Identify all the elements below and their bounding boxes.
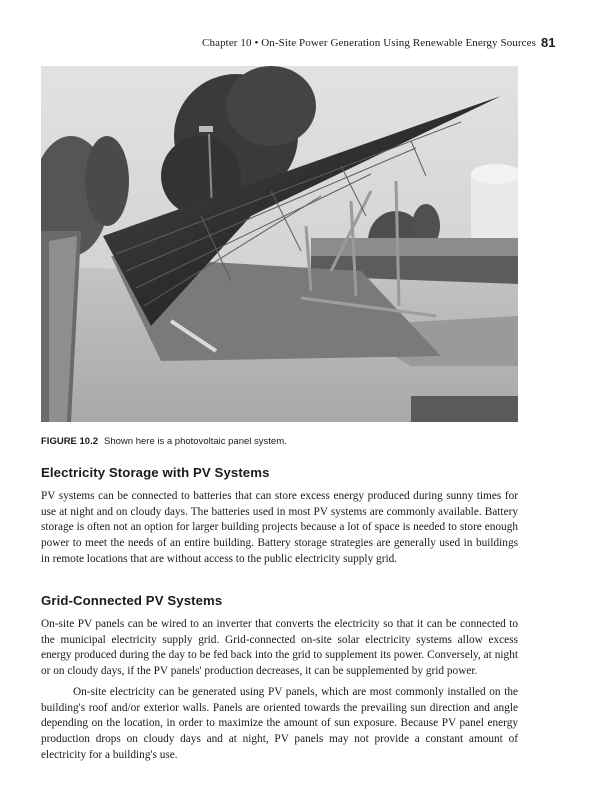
figure-caption-text: Shown here is a photovoltaic panel system. (104, 436, 287, 447)
paragraph: PV systems can be connected to batteries that can store excess energy produced during sunny times for use at night and on cloudy days. The batteries used in most PV systems are commonly available. Battery storage is often not an option for larger building projects because a lot of space is needed to store enough power to meet the needs of an entire building. Battery storage strategies are generally used in buildings in remote locations that are without access to the public electricity supply grid. (41, 490, 518, 565)
paragraph: On-site electricity can be generated using PV panels, which are most commonly installed on the building's roof and/or exterior walls. Panels are oriented towards the prevailing sun direction and angle depending on the location, in order to maximize the amount of sun exposure. Because PV panel energy production drops on cloudy days and at night, PV panels may not provide a constant amount of electricity for a building's use. (41, 686, 518, 761)
figure-caption (41, 436, 518, 447)
section-heading-grid: Grid-Connected PV Systems (41, 593, 223, 608)
figure-label: FIGURE 10.2 (41, 436, 99, 447)
figure-photo (41, 66, 518, 422)
section-heading-storage: Electricity Storage with PV Systems (41, 465, 270, 480)
page-number: 81 (541, 35, 556, 50)
paragraph: On-site PV panels can be wired to an inverter that converts the electricity so that it can be connected to the municipal electricity supply grid. Grid-connected on-site solar electricity systems allow excess energy produced during the day to be fed back into the grid to supplement its power. Conversely, at night or on cloudy days, if the PV panels' production decreases, it can be supplemented by grid power. (41, 618, 518, 678)
running-head: Chapter 10 • On-Site Power Generation Using Renewable Energy Sources (202, 37, 536, 49)
solar-panel-photo (41, 66, 518, 422)
